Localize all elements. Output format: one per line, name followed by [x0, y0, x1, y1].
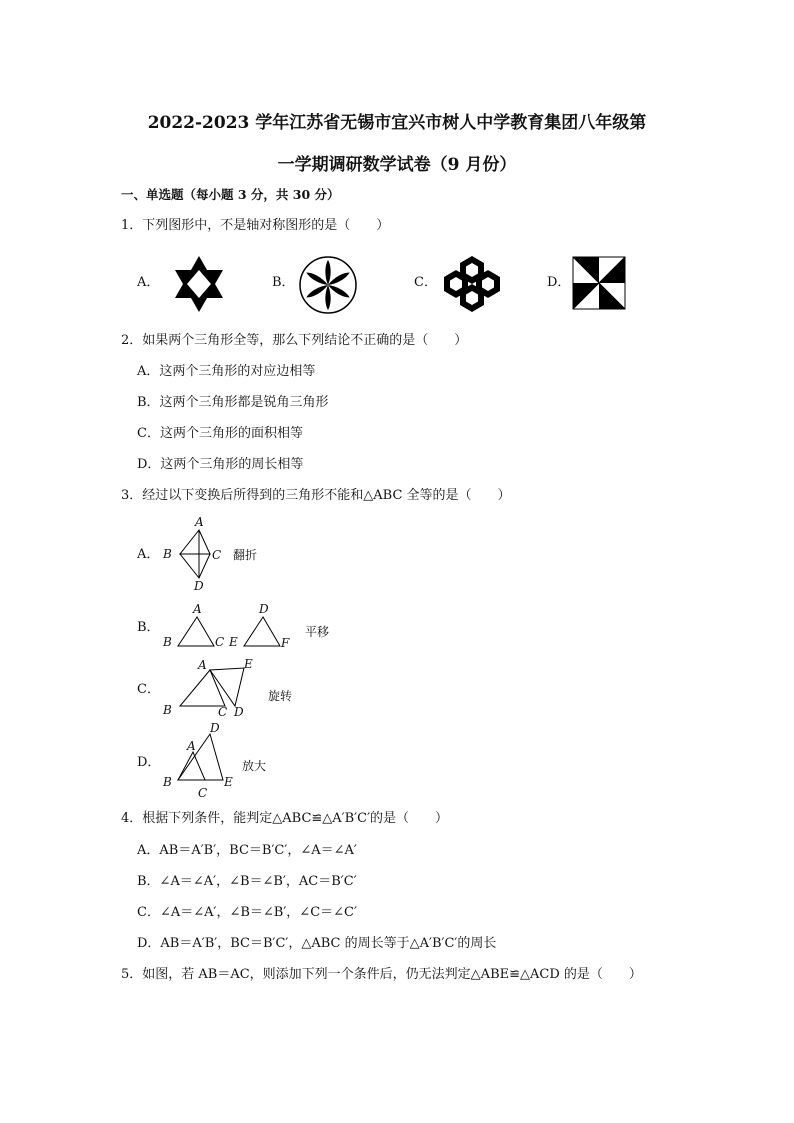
fig-b-caption: 平移: [305, 625, 330, 639]
hexagram-figure: [170, 254, 228, 314]
q1-option-a-label: A．: [137, 275, 160, 290]
q1-option-d-label: D．: [547, 275, 571, 290]
fig-a-point-D: D: [194, 579, 204, 593]
question-2-stem: 2．如果两个三角形全等，那么下列结论不正确的是（ ）: [121, 333, 468, 348]
q4-option-b: B．∠A＝∠A′，∠B＝∠B′，AC＝B′C′: [137, 874, 357, 889]
fig-d-point-A: A: [187, 739, 196, 753]
q2-option-b: B．这两个三角形都是锐角三角形: [137, 395, 329, 410]
title-line-1: 2022-2023 学年江苏省无锡市宜兴市树人中学教育集团八年级第: [147, 113, 647, 133]
q4-option-d: D．AB＝A′B′，BC＝B′C′，△ABC 的周长等于△A′B′C′的周长: [137, 936, 497, 951]
q2-option-c: C．这两个三角形的面积相等: [137, 426, 303, 441]
question-5-stem: 5．如图，若 AB＝AC，则添加下列一个条件后，仍无法判定△ABE≌△ACD 的是（ ）: [121, 967, 642, 982]
title-line-2: 一学期调研数学试卷（9 月份）: [277, 155, 517, 175]
flower-circle-figure: [298, 255, 358, 315]
fig-c-point-D: D: [234, 705, 244, 719]
fig-b-point-F: F: [281, 636, 290, 650]
fig-b-point-B: B: [163, 635, 172, 649]
fig-c-caption: 旋转: [268, 689, 293, 703]
fig-c-point-A: A: [198, 658, 207, 672]
section-header: 一、单选题（每小题 3 分，共 30 分）: [121, 187, 340, 202]
q4-option-c: C．∠A＝∠A′，∠B＝∠B′，∠C＝∠C′: [137, 905, 357, 920]
fig-d-caption: 放大: [242, 759, 267, 773]
fig-a-point-A: A: [195, 515, 204, 529]
q4-option-a: A．AB＝A′B′，BC＝B′C′，∠A＝∠A′: [137, 843, 357, 858]
q3-option-d-label: D．: [137, 755, 161, 770]
translation-figure: [160, 600, 340, 652]
q3-option-c-label: C．: [137, 682, 160, 697]
fig-a-point-C: C: [212, 548, 222, 562]
question-3-stem: 3．经过以下变换后所得到的三角形不能和△ABC 全等的是（ ）: [121, 488, 511, 503]
q1-option-b-label: B．: [272, 275, 295, 290]
fig-b-point-C: C: [215, 635, 225, 649]
fig-c-point-E: E: [244, 657, 253, 671]
q3-option-b-label: B．: [137, 620, 160, 635]
q2-option-a: A．这两个三角形的对应边相等: [137, 364, 316, 379]
fig-c-point-B: B: [163, 703, 172, 717]
fig-a-point-B: B: [163, 547, 172, 561]
enlargement-figure: [160, 720, 290, 800]
q1-option-c-label: C．: [414, 275, 437, 290]
fig-d-point-D: D: [210, 721, 220, 735]
fig-b-point-A: A: [193, 602, 202, 616]
pinwheel-figure: [572, 256, 626, 310]
question-1-stem: 1．下列图形中，不是轴对称图形的是（ ）: [121, 218, 390, 233]
fig-a-caption: 翻折: [233, 548, 258, 562]
hexagon-ring-figure: [441, 254, 503, 314]
fig-c-point-C: C: [218, 705, 228, 719]
fig-d-point-C: C: [198, 786, 208, 800]
fig-d-point-B: B: [163, 775, 172, 789]
reflection-figure: [160, 514, 270, 594]
q3-option-a-label: A．: [137, 547, 160, 562]
fig-b-point-E: E: [229, 635, 238, 649]
q2-option-d: D．这两个三角形的周长相等: [137, 457, 304, 472]
rotation-figure: [160, 656, 310, 718]
question-4-stem: 4．根据下列条件，能判定△ABC≌△A′B′C′的是（ ）: [121, 811, 449, 826]
fig-b-point-D: D: [259, 602, 269, 616]
fig-d-point-E: E: [224, 775, 233, 789]
